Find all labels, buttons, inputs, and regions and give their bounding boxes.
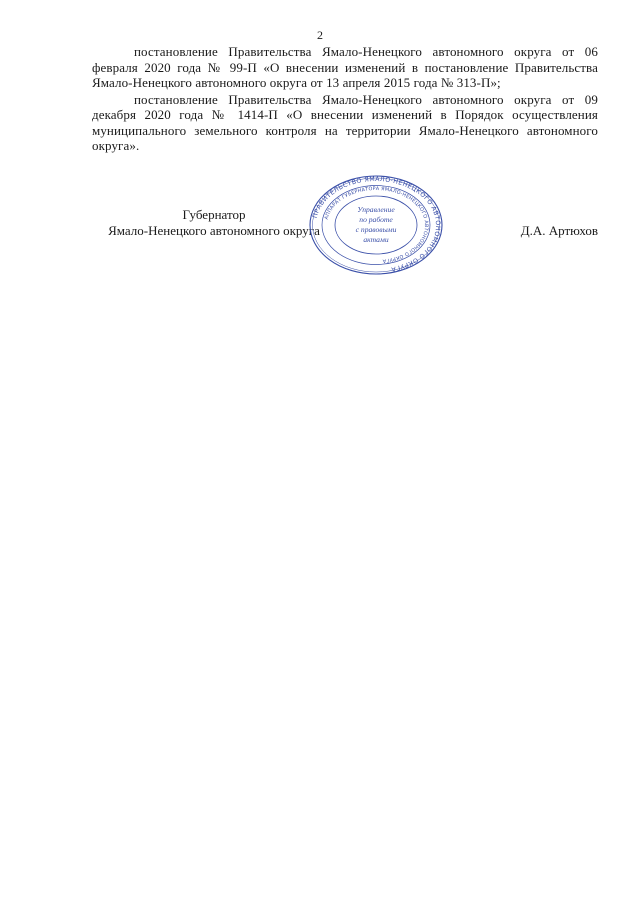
- seal-center-line: актами: [363, 235, 389, 244]
- seal-inner-text: АППАРАТ ГУБЕРНАТОРА ЯМАЛО-НЕНЕЦКОГО АВТОНОМНОГО ОКРУГА: [323, 185, 430, 264]
- seal-center-line: с правовыми: [355, 225, 397, 234]
- seal-center-line: Управление: [357, 205, 395, 214]
- signatory-position: [92, 207, 336, 238]
- seal-center-line: по работе: [359, 215, 393, 224]
- signatory-title: Губернатор: [182, 207, 246, 222]
- paragraph: постановление Правительства Ямало-Ненецкого автономного округа от 06 февраля 2020 года № 99-П «О внесении изменений в постановление Правительства Ямало-Ненецкого автономного округа от 13 апреля 2015 года № 313-П»;: [92, 44, 598, 90]
- signatory-name: Д.А. Артюхов: [520, 223, 598, 238]
- page-number: 2: [317, 28, 323, 42]
- seal-outer-text: ПРАВИТЕЛЬСТВО ЯМАЛО-НЕНЕЦКОГО АВТОНОМНОГО ОКРУГА: [311, 175, 442, 273]
- paragraph: постановление Правительства Ямало-Ненецкого автономного округа от 09 декабря 2020 года № 1414-П «О внесении изменений в Порядок осуществления муниципального земельного контроля на территории Ямало-Ненецкого автономного округа».: [92, 91, 598, 153]
- document-body: [92, 44, 598, 154]
- signatory-organization: Ямало-Ненецкого автономного округа: [108, 222, 320, 238]
- official-seal-icon: [309, 175, 443, 275]
